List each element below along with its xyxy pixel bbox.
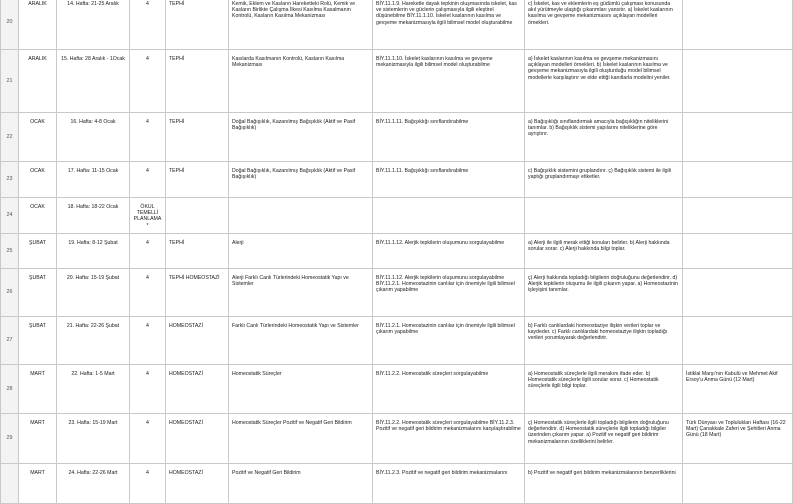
week-cell[interactable]: 19. Hafta: 8-12 Şubat [57,234,130,269]
table-row [1,234,793,269]
row-number[interactable] [1,464,19,504]
week-cell[interactable]: 17. Hafta: 11-15 Ocak [57,162,130,198]
outcome-cell[interactable]: BİY.11.2.3. Pozitif ve negatif geri bildirim mekanizmalarını [373,464,525,504]
row-number[interactable]: 21 [1,50,19,113]
week-cell[interactable]: 21. Hafta: 22-26 Şubat [57,317,130,365]
week-cell[interactable]: 14. Hafta: 21-25 Aralık [57,0,130,50]
explanation-cell[interactable] [525,198,683,234]
week-cell[interactable]: 20. Hafta: 15-19 Şubat [57,269,130,317]
table-row [1,414,793,464]
unit-cell[interactable]: TEPHİ HOMEOSTAZİ [166,269,229,317]
week-cell[interactable]: 18. Hafta: 18-22 Ocak [57,198,130,234]
unit-cell[interactable]: TEPHİ [166,113,229,162]
row-number[interactable]: 23 [1,162,19,198]
hours-cell[interactable]: 4 [130,464,166,504]
explanation-cell[interactable]: a) Alerji ile ilgili merak ettiği konuları belirler. b) Alerji hakkında sorular sorar. c) Alerji hakkında bilgi toplar. [525,234,683,269]
hours-cell[interactable]: 4 [130,234,166,269]
unit-cell[interactable]: HOMEOSTAZİ [166,464,229,504]
table-row [1,464,793,504]
table-row [1,365,793,414]
explanation-cell[interactable]: ç) Alerji hakkında topladığı bilgilerin doğruluğunu değerlendirir. d) Alerjik tepkilerin oluşumu ile ilgili çıkarım yapar. a) Homeostazinin işleyişini tanımlar. [525,269,683,317]
explanation-cell[interactable]: c) Bağışıklık sistemini gruplandırır. ç) Bağışıklık sistemi ile ilgili yaptığı gruplandırmayı etiketler. [525,162,683,198]
outcome-cell[interactable]: BİY.11.1.9. Hareketle dayak tepkinin oluşmasında iskelet, kas ve sistemlerin ve güclerin çalışmasıyla ilgili eleştirel düşünebilme BİY.11.1.10. İskelet kaslarının kasılma ve gevşeme mekanizmasıyla ilgili bilimsel model oluşturabilme [373,0,525,50]
month-cell[interactable]: OCAK [19,198,57,234]
table-row [1,113,793,162]
row-number[interactable]: 25 [1,234,19,269]
unit-cell[interactable]: HOMEOSTAZİ [166,414,229,464]
outcome-cell[interactable]: BİY.11.2.2. Homeostatik süreçleri sorgulayabilme BİY.11.2.3. Pozitif ve negatif geri bildirim mekanizmalarını karşılaştırabilme [373,414,525,464]
week-cell[interactable]: 23. Hafta: 15-19 Mart [57,414,130,464]
topic-cell[interactable]: Homeostatik Süreçler Pozitif ve Negatif Geri Bildirim [229,414,373,464]
hours-cell[interactable]: 4 [130,0,166,50]
notes-cell[interactable] [683,464,793,504]
topic-cell[interactable]: Pozitif ve Negatif Geri Bildirim [229,464,373,504]
unit-cell[interactable]: TEPHİ [166,50,229,113]
row-number[interactable]: 26 [1,269,19,317]
notes-cell[interactable] [683,50,793,113]
month-cell[interactable]: ARALIK [19,0,57,50]
topic-cell[interactable]: Homeostatik Süreçler [229,365,373,414]
month-cell[interactable]: ARALIK [19,50,57,113]
month-cell[interactable]: MART [19,414,57,464]
month-cell[interactable]: MART [19,365,57,414]
explanation-cell[interactable]: ç) Homeostatik süreçlerle ilgili topladığı bilgilerin doğruluğunu değerlendirir. d) Homeostatik süreçlerle ilgili topladığı bilgiler üzerinden çıkarım yapar. a) Pozitif ve negatif geri bildirim mekanizmalarının özelliklerini belirler. [525,414,683,464]
table-row [1,317,793,365]
outcome-cell[interactable] [373,198,525,234]
outcome-cell[interactable]: BİY.11.2.1. Homeostazinin canlılar için önemiyle ilgili bilimsel çıkarım yapabilme [373,317,525,365]
week-cell[interactable]: 22. Hafta: 1-5 Mart [57,365,130,414]
notes-cell[interactable] [683,317,793,365]
hours-cell[interactable]: 4 [130,50,166,113]
topic-cell[interactable]: Kasılarda Kasılmanın Kontrolü, Kasların Kasılma Mekanizması [229,50,373,113]
hours-cell[interactable]: ÖKUL TEMELLİ PLANLAMA* [130,198,166,234]
week-cell[interactable]: 15. Hafta: 28 Aralık - 1Ocak [57,50,130,113]
outcome-cell[interactable]: BİY.11.1.12. Alerjik tepkilerin oluşumunu sorgulayabilme [373,234,525,269]
outcome-cell[interactable]: BİY.11.1.11. Bağışıklığı sınıflandırabilme [373,162,525,198]
notes-cell[interactable] [683,198,793,234]
outcome-cell[interactable]: BİY.11.1.11. Bağışıklığı sınıflandırabilme [373,113,525,162]
unit-cell[interactable]: TEPHİ [166,0,229,50]
row-number[interactable]: 29 [1,414,19,464]
notes-cell[interactable] [683,0,793,50]
table-row [1,198,793,234]
unit-cell[interactable]: TEPHİ [166,162,229,198]
topic-cell[interactable]: Alerji [229,234,373,269]
week-cell[interactable]: 24. Hafta: 22-26 Mart [57,464,130,504]
hours-cell[interactable]: 4 [130,113,166,162]
unit-cell[interactable]: HOMEOSTAZİ [166,365,229,414]
topic-cell[interactable]: Alerji Farklı Canlı Türlerindeki Homeostatik Yapı ve Sistemler [229,269,373,317]
topic-cell[interactable] [229,198,373,234]
month-cell[interactable]: ŞUBAT [19,317,57,365]
hours-cell[interactable]: 4 [130,365,166,414]
week-cell[interactable]: 16. Hafta: 4-8 Ocak [57,113,130,162]
explanation-cell[interactable]: b) Farklı canlılardaki homeostaziye ilişkin verileri toplar ve kaydeder. c) Farklı canlılardaki homeostaziye ilişkin topladığı verileri yorumlayarak değerlendirir. [525,317,683,365]
notes-cell[interactable] [683,269,793,317]
month-cell[interactable]: OCAK [19,162,57,198]
topic-cell[interactable]: Doğal Bağışıklık, Kazanılmış Bağışıklık (Aktif ve Pasif Bağışıklık) [229,113,373,162]
explanation-cell[interactable]: a) Bağışıklığı sınıflandırmak amacıyla bağışıklığın niteliklerini tanımlar. b) Bağışıklık sistemi yapılarını niteliklerine göre ayrıştırır. [525,113,683,162]
notes-cell[interactable] [683,162,793,198]
month-cell[interactable]: ŞUBAT [19,234,57,269]
notes-cell[interactable]: Türk Dünyası ve Toplulukları Haftası (16-22 Mart) Çanakkale Zaferi ve Şehitleri Anma Günü (18 Mart) [683,414,793,464]
hours-cell[interactable]: 4 [130,269,166,317]
unit-cell[interactable] [166,198,229,234]
table-row [1,50,793,113]
month-cell[interactable]: OCAK [19,113,57,162]
unit-cell[interactable]: TEPHİ [166,234,229,269]
hours-cell[interactable]: 4 [130,414,166,464]
row-number[interactable]: 20 [1,0,19,50]
row-number[interactable]: 27 [1,317,19,365]
outcome-cell[interactable]: BİY.11.1.12. Alerjik tepkilerin oluşumunu sorgulayabilme BİY.11.2.1. Homeostazinin canlılar için önemiyle ilgili bilimsel çıkarım yapabilme [373,269,525,317]
month-cell[interactable]: MART [19,464,57,504]
row-number[interactable]: 24 [1,198,19,234]
explanation-cell[interactable]: a) Homeostatik süreçlerle ilgili merakını ifade eder. b) Homeostatik süreçlerle ilgili sorular sorar. c) Homeostatik süreçlerle ilgili bilgi toplar. [525,365,683,414]
notes-cell[interactable] [683,113,793,162]
explanation-cell[interactable]: c) İskelet, kas ve eklemlerin eş güdümlü çalışması konusunda akıl yürütmeyle ulaştığı çıkarımları yansıtır. a) İskelet kaslarının kasılma ve gevşeme mekanizmasını açıklayan modelleri örnekleri. [525,0,683,50]
hours-cell[interactable]: 4 [130,317,166,365]
unit-cell[interactable]: HOMEOSTAZİ [166,317,229,365]
table-row [1,269,793,317]
row-number[interactable]: 22 [1,113,19,162]
topic-cell[interactable]: Kemik, Eklem ve Kasların Hareketteki Rolü, Kemik ve Kasların Birlikte Çalışma İlkesi Kasılma Kasalmanın Kontrolü, Kasların Kasılma Mekanizması [229,0,373,50]
explanation-cell[interactable]: a) İskelet kaslarının kasılma ve gevşeme mekanizmasını açıklayan modelleri örnekleri. b) İskelet kaslarının kasılma ve gevşeme mekanizmasıyla ilgili oluşturduğu model bilimsel modellerle karşılaştırır ve elde ettiği kanıtlarla modelini yeniler. [525,50,683,113]
notes-cell[interactable]: İstiklal Marşı'nın Kabulü ve Mehmet Akif Ersoy'u Anma Günü (12 Mart) [683,365,793,414]
outcome-cell[interactable]: BİY.11.1.10. İskelet kaslarının kasılma ve gevşeme mekanizmasıyla ilgili bilimsel model oluşturabilme [373,50,525,113]
notes-cell[interactable] [683,234,793,269]
month-cell[interactable]: ŞUBAT [19,269,57,317]
table-row [1,162,793,198]
row-number[interactable]: 28 [1,365,19,414]
topic-cell[interactable]: Doğal Bağışıklık, Kazanılmış Bağışıklık (Aktif ve Pasif Bağışıklık) [229,162,373,198]
table-row [1,0,793,50]
hours-cell[interactable]: 4 [130,162,166,198]
outcome-cell[interactable]: BİY.11.2.2. Homeostatik süreçleri sorgulayabilme [373,365,525,414]
topic-cell[interactable]: Farklı Canlı Türlerindeki Homeostatik Yapı ve Sistemler [229,317,373,365]
explanation-cell[interactable]: b) Pozitif ve negatif geri bildirim mekanizmalarının benzerliklerini [525,464,683,504]
